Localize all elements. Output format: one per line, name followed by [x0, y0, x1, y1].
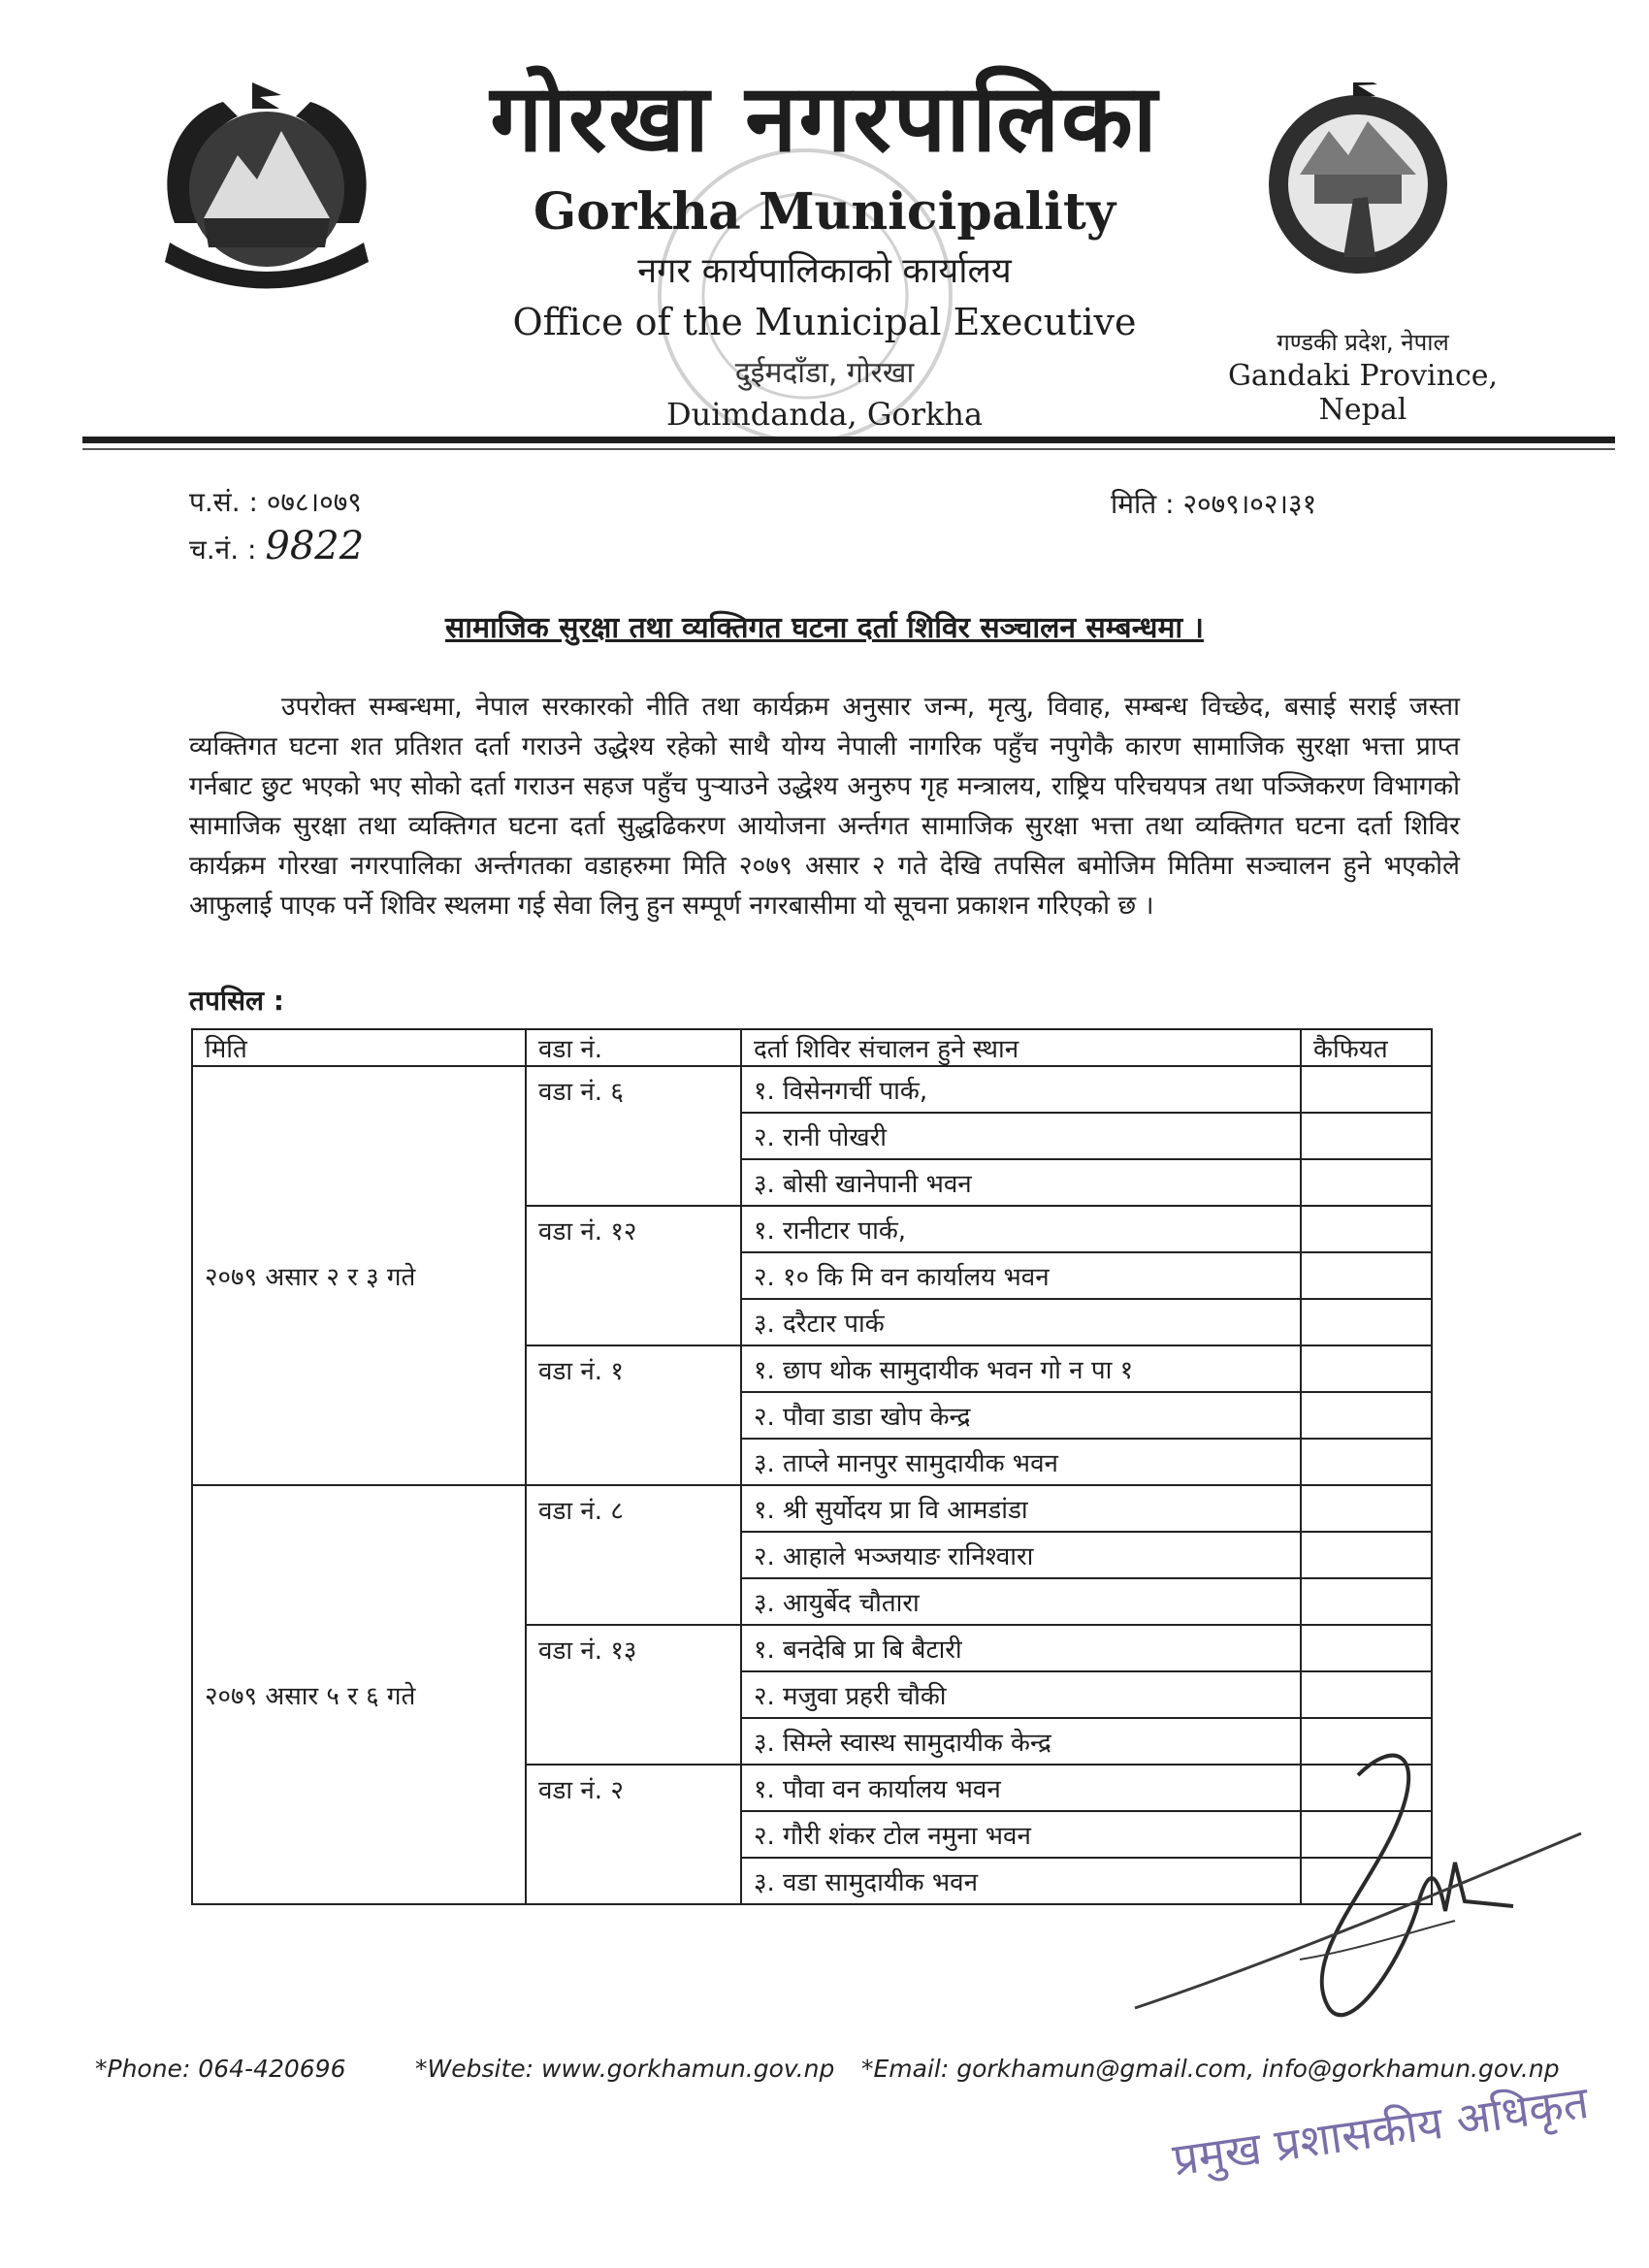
remarks-cell [1301, 1578, 1432, 1625]
venue-cell: २. १० कि मि वन कार्यालय भवन [741, 1252, 1301, 1299]
table-row [192, 1066, 1432, 1113]
venue-cell: १. बनदेबि प्रा बि बैटारी [741, 1625, 1301, 1671]
officer-signature [1106, 1717, 1591, 2047]
table-row [192, 1485, 1432, 1532]
office-title-english: Office of the Municipal Executive [512, 301, 1137, 343]
header-venue: दर्ता शिविर संचालन हुने स्थान [741, 1029, 1301, 1066]
letter-date-label: मिति : [1111, 488, 1175, 520]
letter-date [1111, 485, 1316, 522]
reference-number-label: प.सं. : [189, 486, 258, 518]
dispatch-number-value: 9822 [265, 524, 365, 568]
venue-cell: १. रानीटार पार्क, [741, 1206, 1301, 1252]
ward-cell: वडा नं. १२ [526, 1206, 741, 1345]
venue-cell: १. पौवा वन कार्यालय भवन [741, 1765, 1301, 1811]
ward-cell: वडा नं. २ [526, 1765, 741, 1904]
remarks-cell [1301, 1392, 1432, 1439]
remarks-cell [1301, 1206, 1432, 1252]
officer-designation-stamp: प्रमुख प्रशासकीय अधिकृत [1169, 2075, 1592, 2187]
venue-cell: ३. बोसी खानेपानी भवन [741, 1159, 1301, 1206]
venue-cell: २. आहाले भञ्जयाङ रानिश्वारा [741, 1532, 1301, 1578]
venue-cell: २. मजुवा प्रहरी चौकी [741, 1671, 1301, 1718]
header-ward: वडा नं. [526, 1029, 741, 1066]
letter-subject: सामाजिक सुरक्षा तथा व्यक्तिगत घटना दर्ता शिविर सञ्चालन सम्बन्धमा । [445, 611, 1204, 645]
table-header-row [192, 1029, 1432, 1066]
remarks-cell [1301, 1532, 1432, 1578]
header-divider-thick [82, 437, 1615, 443]
venue-cell: २. पौवा डाडा खोप केन्द्र [741, 1392, 1301, 1439]
date-cell: २०७९ असार २ र ३ गते [192, 1066, 526, 1485]
venue-cell: ३. ताप्ले मानपुर सामुदायीक भवन [741, 1439, 1301, 1485]
letter-body: उपरोक्त सम्बन्धमा, नेपाल सरकारको नीति तथा कार्यक्रम अनुसार जन्म, मृत्यु, विवाह, सम्बन्ध विच्छेद, बसाई सराई जस्ता व्यक्तिगत घटना शत प्रतिशत दर्ता गराउने उद्धेश्य रहेको साथै योग्य नेपाली नागरिक पहुँच नपुगेकै कारण सामाजिक सुरक्षा भत्ता प्राप्त गर्नबाट छुट भएको भए सोको दर्ता गराउन सहज पहुँच पुऱ्याउने उद्धेश्य अनुरुप गृह मन्त्रालय, राष्ट्रिय परिचयपत्र तथा पञ्जिकरण विभागको सामाजिक सुरक्षा तथा व्यक्तिगत घटना दर्ता सुद्धढिकरण आयोजना अर्न्तगत सामाजिक सुरक्षा भत्ता तथा व्यक्तिगत घटना दर्ता शिविर कार्यक्रम गोरखा नगरपालिका अर्न्तगतका वडाहरुमा मिति २०७९ असार २ गते देखि तपसिल बमोजिम मितिमा सञ्चालन हुने भएकोले आफुलाई पाएक पर्ने शिविर स्थलमा गई सेवा लिनु हुन सम्पूर्ण नगरबासीमा यो सूचना प्रकाशन गरिएको छ । [189, 692, 1460, 921]
venue-cell: ३. आयुर्बेद चौतारा [741, 1578, 1301, 1625]
letter-date-value: २०७९।०२।३१ [1182, 488, 1317, 520]
remarks-cell [1301, 1625, 1432, 1671]
remarks-cell [1301, 1345, 1432, 1392]
dispatch-number-label: च.नं. : [189, 534, 257, 566]
remarks-cell [1301, 1113, 1432, 1159]
venue-cell: ३. सिम्ले स्वास्थ सामुदायीक केन्द्र [741, 1718, 1301, 1765]
venue-cell: १. श्री सुर्योदय प्रा वि आमडांडा [741, 1485, 1301, 1532]
ward-cell: वडा नं. १ [526, 1345, 741, 1485]
footer-website: *Website: www.gorkhamun.gov.np [415, 2055, 835, 2083]
date-cell: २०७९ असार ५ र ६ गते [192, 1485, 526, 1904]
ward-cell: वडा नं. ६ [526, 1066, 741, 1206]
ward-cell: वडा नं. ८ [526, 1485, 741, 1625]
address-nepali: दुईमदाँडा, गोरखा [734, 356, 915, 390]
nepal-government-emblem [146, 78, 388, 310]
remarks-cell [1301, 1159, 1432, 1206]
venue-cell: २. गौरी शंकर टोल नमुना भवन [741, 1811, 1301, 1858]
ward-cell: वडा नं. १३ [526, 1625, 741, 1765]
municipality-title-nepali: गोरखा नगरपालिका [490, 64, 1159, 173]
header-remarks: कैफियत [1301, 1029, 1432, 1066]
province-english: Gandaki Province, Nepal [1227, 359, 1499, 427]
header-date: मिति [192, 1029, 526, 1066]
remarks-cell [1301, 1299, 1432, 1345]
remarks-cell [1301, 1485, 1432, 1532]
venue-cell: २. रानी पोखरी [741, 1113, 1301, 1159]
remarks-cell [1301, 1439, 1432, 1485]
reference-number [189, 483, 362, 520]
address-english: Duimdanda, Gorkha [665, 396, 984, 433]
footer-phone: *Phone: 064-420696 [95, 2055, 346, 2083]
office-title-nepali: नगर कार्यपालिकाको कार्यालय [637, 251, 1012, 291]
footer-email: *Email: gorkhamun@gmail.com, info@gorkhamun.gov.np [861, 2055, 1560, 2083]
remarks-cell [1301, 1671, 1432, 1718]
venue-cell: ३. दरैटार पार्क [741, 1299, 1301, 1345]
gorkha-municipality-emblem [1261, 82, 1455, 291]
venue-cell: ३. वडा सामुदायीक भवन [741, 1858, 1301, 1904]
schedule-label: तपसिल : [189, 985, 284, 1017]
dispatch-number [189, 524, 364, 568]
province-nepali: गण्डकी प्रदेश, नेपाल [1277, 329, 1449, 356]
reference-number-value: ०७८।०७९ [266, 486, 362, 518]
header-divider-thin [82, 448, 1615, 450]
remarks-cell [1301, 1252, 1432, 1299]
remarks-cell [1301, 1066, 1432, 1113]
venue-cell: १. विसेनगर्ची पार्क, [741, 1066, 1301, 1113]
venue-cell: १. छाप थोक सामुदायीक भवन गो न पा १ [741, 1345, 1301, 1392]
municipality-title-english: Gorkha Municipality [533, 182, 1116, 242]
